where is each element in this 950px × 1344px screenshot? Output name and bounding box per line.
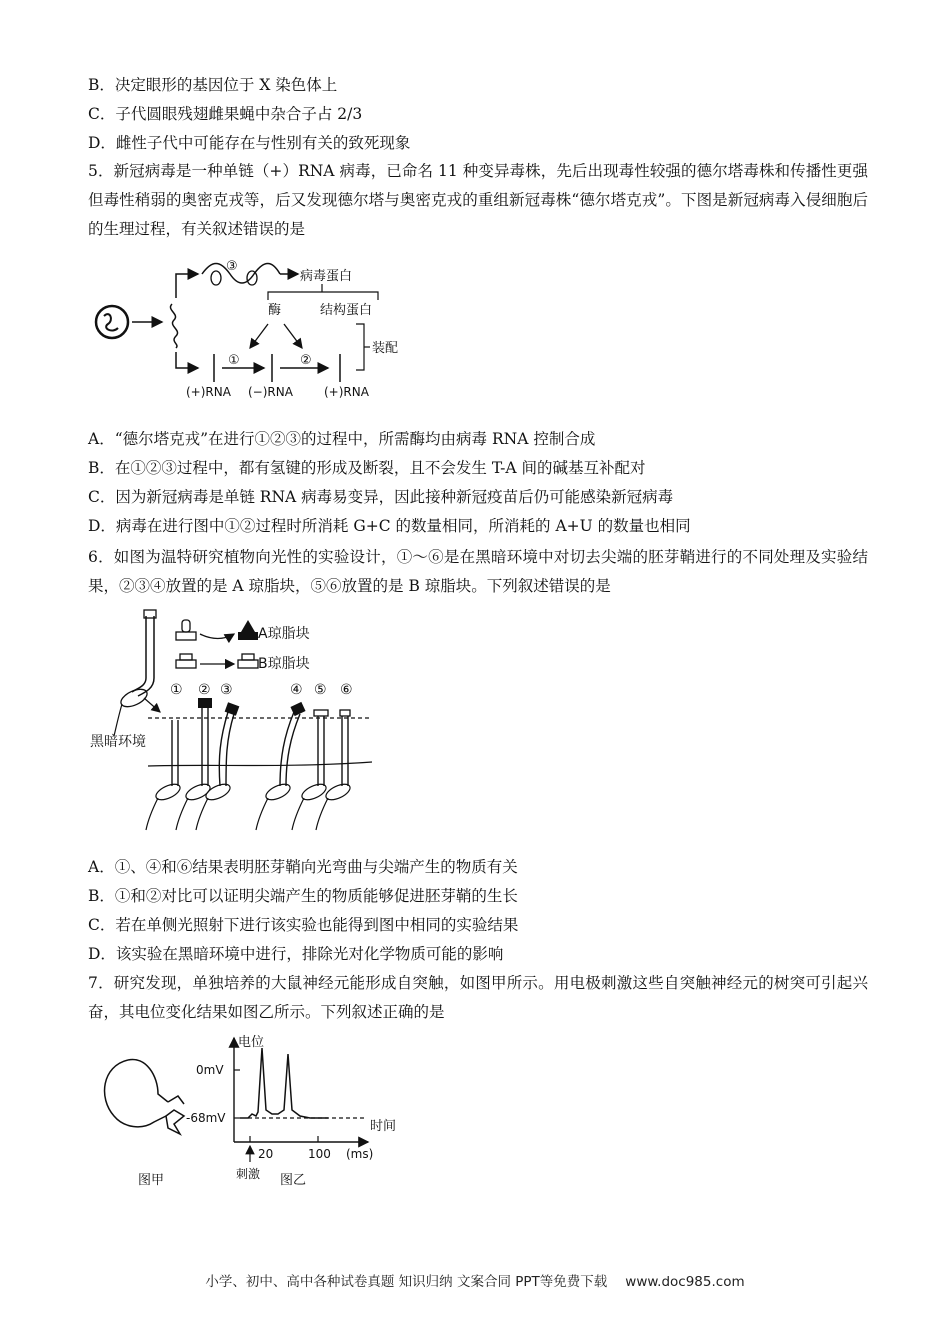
q7-neuron-diagram (88, 1030, 418, 1190)
q6-option-a: A．①、④和⑥结果表明胚芽鞘向光弯曲与尖端产生的物质有关 (88, 858, 518, 876)
time-unit: (ms) (346, 1147, 374, 1161)
rna-squiggle (170, 304, 177, 348)
treatment-1-label: ① (170, 682, 183, 698)
q5-option-a: A．“德尔塔克戎”在进行①②③的过程中，所需酶均由病毒 RNA 控制合成 (88, 430, 596, 448)
step2-label: ② (300, 353, 312, 368)
potential-trace (240, 1048, 328, 1118)
ribosome-strand (202, 264, 280, 284)
y-axis-label: 电位 (238, 1035, 265, 1050)
q4-option-b: B．决定眼形的基因位于 X 染色体上 (88, 76, 338, 94)
autapse-neuron-icon (105, 1059, 184, 1134)
q5-option-b: B．在①②③过程中，都有氢键的形成及断裂，且不会发生 T-A 间的碱基互补配对 (88, 459, 646, 477)
step1-label: ① (228, 353, 240, 368)
treatment-2-label: ② (198, 682, 211, 698)
block-b-label: B琼脂块 (258, 656, 310, 672)
q5-option-c: C．因为新冠病毒是单链 RNA 病毒易变异，因此接种新冠疫苗后仍可能感染新冠病毒 (88, 488, 674, 506)
q4-option-c: C．子代圆眼残翅雌果蝇中杂合子占 2/3 (88, 105, 363, 123)
q4-option-d: D．雌性子代中可能存在与性别有关的致死现象 (88, 134, 411, 152)
page-footer (0, 1270, 950, 1290)
tick-20: 20 (258, 1147, 274, 1161)
q6-went-experiment-diagram (88, 608, 378, 838)
treatment-3-label: ③ (220, 682, 233, 698)
treatment-6-label: ⑥ (340, 682, 353, 698)
q6-stem: 6．如图为温特研究植物向光性的实验设计，①～⑥是在黑暗环境中对切去尖端的胚芽鞘进行的不同处理及实验结果，②③④放置的是 A 琼脂块，⑤⑥放置的是 B 琼脂块。下列叙述错误的是 (88, 548, 868, 595)
viral-protein-label: 病毒蛋白 (300, 269, 353, 284)
rna-plus-label-2: (+)RNA (324, 385, 369, 399)
zero-mv-label: 0mV (196, 1063, 224, 1077)
q6-option-d: D．该实验在黑暗环境中进行，排除光对化学物质可能的影响 (88, 945, 504, 963)
q5-option-d: D．病毒在进行图中①②过程时所消耗 G+C 的数量相同，所消耗的 A+U 的数量也相同 (88, 517, 691, 535)
stimulus-label: 刺激 (236, 1167, 261, 1181)
rna-minus-label: (−)RNA (248, 385, 293, 399)
fig-a-label: 图甲 (138, 1173, 165, 1188)
q7-stem: 7．研究发现，单独培养的大鼠神经元能形成自突触，如图甲所示。用电极刺激这些自突触神经元的树突可引起兴奋，其电位变化结果如图乙所示。下列叙述正确的是 (88, 974, 868, 1021)
rna-plus-label-1: (+)RNA (186, 385, 231, 399)
virus-icon (96, 306, 128, 338)
q6-option-b: B．①和②对比可以证明尖端产生的物质能够促进胚芽鞘的生长 (88, 887, 518, 905)
fig-b-label: 图乙 (280, 1173, 307, 1188)
q5-stem: 5．新冠病毒是一种单链（+）RNA 病毒，已命名 11 种变异毒株，先后出现毒性较强的德尔塔毒株和传播性更强但毒性稍弱的奥密克戎等，后又发现德尔塔与奥密克戎的重组新冠毒株“德尔塔克戎”。下图是新冠病毒入侵细胞后的生理过程，有关叙述错误的是 (88, 162, 868, 238)
structural-protein-label: 结构蛋白 (320, 303, 373, 318)
block-a-label: A琼脂块 (258, 626, 310, 642)
footer-text: 小学、初中、高中各种试卷真题 知识归纳 文案合同 PPT等免费下载 (205, 1274, 608, 1290)
step3-label: ③ (226, 259, 238, 274)
rest-mv-label: -68mV (186, 1111, 226, 1125)
tick-100: 100 (308, 1147, 331, 1161)
dark-environment-label: 黑暗环境 (90, 734, 146, 750)
footer-site[interactable]: www.doc985.com (625, 1274, 745, 1290)
q5-virus-replication-diagram (88, 252, 428, 412)
q6-option-c: C．若在单侧光照射下进行该实验也能得到图中相同的实验结果 (88, 916, 519, 934)
enzyme-label: 酶 (268, 303, 282, 318)
x-axis-label: 时间 (370, 1119, 397, 1134)
assembly-label: 装配 (372, 341, 399, 356)
treatment-4-label: ④ (290, 682, 303, 698)
treatment-5-label: ⑤ (314, 682, 327, 698)
